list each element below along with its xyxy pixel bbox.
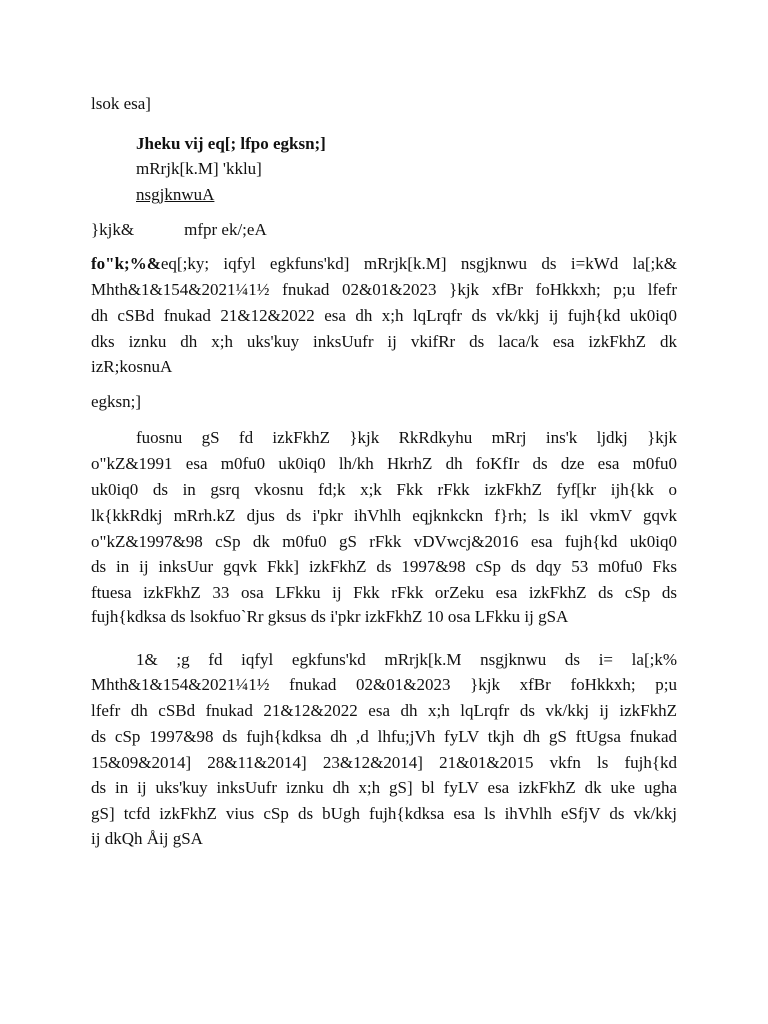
via-label: }kjk& <box>91 220 135 239</box>
subject-label: fo"k;%& <box>91 254 161 273</box>
subject-text-1: eq[;ky; iqfyl egkfuns'kd] mRrjk[k.M] nsgjknwu ds i=kWd la[;k& <box>160 254 677 273</box>
paragraph1-line-5: o"kZ&1997&98 cSp dk m0fu0 gS rFkk vDVwcj&2016 esa fujh{kd uk0iq0 <box>91 532 677 551</box>
paragraph1-line-2: o"kZ&1991 esa m0fu0 uk0iq0 lh/kh HkrhZ dh foKfIr ds dze esa m0fu0 <box>91 454 677 473</box>
paragraph1-line-4: lk{kkRdkj mRrh.kZ djus ds i'pkr ihVhlh eqjknkckn f}rh; ls ikl vkmV gqvk <box>91 506 677 525</box>
paragraph2-line-7: gS] tcfd izkFkhZ vius cSp ds bUgh fujh{kdksa esa ls ihVhlh eSfjV ds vk/kkj <box>91 804 677 823</box>
paragraph2-line-2: Mhth&1&154&2021¼1½ fnukad 02&01&2023 }kjk xfBr foHkkxh; p;u <box>91 675 677 694</box>
paragraph2-line-3: lfefr dh cSBd fnukad 21&12&2022 esa dh x;h lqLrqfr ds vk/kkj ij izkFkhZ <box>91 701 677 720</box>
paragraph1-line-3: uk0iq0 ds in gsrq vkosnu fd;k x;k Fkk rFkk izkFkhZ fyf[kr ijh{kk o <box>91 480 677 499</box>
recipient-name: Jheku vij eq[; lfpo egksn;] <box>136 134 326 153</box>
subject-line-4: dks iznku dh x;h uks'kuy inksUufr ij vkifRr ds laca/k esa izkFkhZ dk <box>91 332 677 351</box>
subject-line-5: izR;kosnuA <box>91 357 173 376</box>
paragraph2-line-6: ds in ij uks'kuy inksUufr iznku dh x;h gS] bl fyLV esa izkFkhZ dk uke ugha <box>91 778 677 797</box>
paragraph1-line-8: fujh{kdksa ds lsokfuo`Rr gksus ds i'pkr izkFkhZ 10 osa LFkku ij gSA <box>91 607 569 626</box>
recipient-place: nsgjknwuA <box>136 185 215 204</box>
via-value: mfpr ek/;eA <box>184 220 267 239</box>
paragraph1-line-7: ftuesa izkFkhZ 33 osa LFkku ij Fkk rFkk orZeku esa izkFkhZ ds cSp ds <box>91 583 677 602</box>
subject-line-2: Mhth&1&154&2021¼1½ fnukad 02&01&2023 }kjk xfBr foHkkxh; p;u lfefr <box>91 280 677 299</box>
subject-line-1 <box>91 254 677 274</box>
paragraph2-line-1: 1& ;g fd iqfyl egkfuns'kd mRrjk[k.M nsgjknwu ds i= la[;k% <box>136 650 677 669</box>
via-line <box>91 220 267 240</box>
paragraph2-line-5: 15&09&2014] 28&11&2014] 23&12&2014] 21&01&2015 vkfn ls fujh{kd <box>91 753 677 772</box>
recipient-department: mRrjk[k.M] 'kklu] <box>136 159 262 178</box>
to-line: lsok esa] <box>91 94 151 113</box>
salutation: egksn;] <box>91 392 142 411</box>
paragraph2-line-8: ij dkQh Åij gSA <box>91 829 203 848</box>
paragraph1-line-1: fuosnu gS fd izkFkhZ }kjk RkRdkyhu mRrj ins'k ljdkj }kjk <box>136 428 677 447</box>
subject-line-3: dh cSBd fnukad 21&12&2022 esa dh x;h lqLrqfr ds vk/kkj ij fujh{kd uk0iq0 <box>91 306 677 325</box>
paragraph1-line-6: ds in ij inksUur gqvk Fkk] izkFkhZ ds 1997&98 cSp ds dqy 53 m0fu0 Fks <box>91 557 677 576</box>
paragraph2-line-4: ds cSp 1997&98 ds fujh{kdksa dh ,d lhfu;jVh fyLV tkjh dh gS ftUgsa fnukad <box>91 727 677 746</box>
